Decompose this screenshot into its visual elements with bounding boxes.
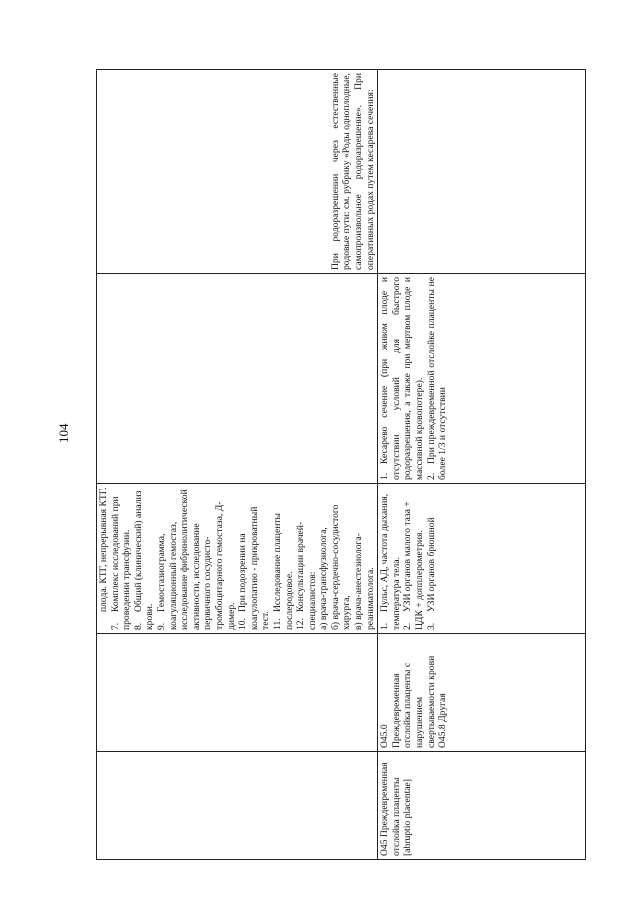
list-item: 8.Общий (клинический) анализ крови. xyxy=(132,490,156,630)
consult-c: в) врача-анестезиолога-реаниматолога. xyxy=(353,533,376,630)
list-item: 2.УЗИ органов малого таза + ЦДК + допплерометрия. xyxy=(402,501,426,630)
list-item: 7.Комплекс исследований при проведении трансфузии. xyxy=(109,496,133,630)
icd-code: О45.0 xyxy=(379,724,391,748)
row2-col1 xyxy=(378,752,586,860)
diagnostics-list xyxy=(379,487,437,630)
row2-col2 xyxy=(378,634,586,752)
list-item: 2.При преждевременной отслойке плаценты не более 1/3 и отсутствии xyxy=(425,277,449,480)
list-item: 10.При подозрении на коагулопатию - прикроватный тест. xyxy=(237,506,272,630)
delivery-note: При родоразрешении через естественные родовые пути: см. рубрику «Роды одноплодные, самопроизвольное родоразрешение». При оперативных родах путем кесарева сечения: xyxy=(329,73,376,270)
list-item: плода. КТГ, непрерывная КТГ. xyxy=(98,487,109,612)
consult-a: а) врача-трансфузиолога, xyxy=(318,527,330,630)
row2-col3 xyxy=(378,484,586,634)
list-item: 11.Исследование плаценты послеродовое. xyxy=(271,513,295,630)
diagnostics-list-continued xyxy=(98,487,318,630)
consult-b: б) врача-сердечно-сосудистого хирурга, xyxy=(329,504,353,630)
row1-col5 xyxy=(97,70,378,274)
row1-col3 xyxy=(97,484,378,634)
row2-col5 xyxy=(378,70,586,274)
list-item: 3.УЗИ органов брюшной xyxy=(425,517,437,630)
rotated-table-page xyxy=(96,70,546,860)
table-row xyxy=(378,70,586,860)
list-item: 1.Кесарево сечение (при живом плоде и отсутствии условий для быстрого родоразрешения, а также при мертвом плоде и массивной кровопотере). xyxy=(379,277,426,480)
row1-col2 xyxy=(97,634,378,752)
icd-next: О45.8 Другая xyxy=(437,693,449,748)
list-item: 9.Гемостазиограмма, коагуляционный гемостаз, исследование фибринолитической активности, исследование первичного сосудисто-тромбоцитарного гемостаза, Д-димер. xyxy=(155,489,237,630)
icd-description: Преждевременная отслойка плаценты с нарушением свертываемости крови xyxy=(390,655,437,748)
row1-col1 xyxy=(97,752,378,860)
list-item: 1.Пульс, АД, частота дыхания, температура тела. xyxy=(379,493,402,630)
row2-col4 xyxy=(378,274,586,484)
list-item: 12.Консультации врачей-специалистов: xyxy=(295,521,318,630)
diagnosis-name: О45 Преждевременная отслойка плаценты [abruptio placentae] xyxy=(379,762,414,856)
page-number: 104 xyxy=(56,423,71,443)
clinical-table xyxy=(96,69,586,860)
table-row xyxy=(97,70,378,860)
row1-col4 xyxy=(97,274,378,484)
treatment-list xyxy=(379,277,449,480)
